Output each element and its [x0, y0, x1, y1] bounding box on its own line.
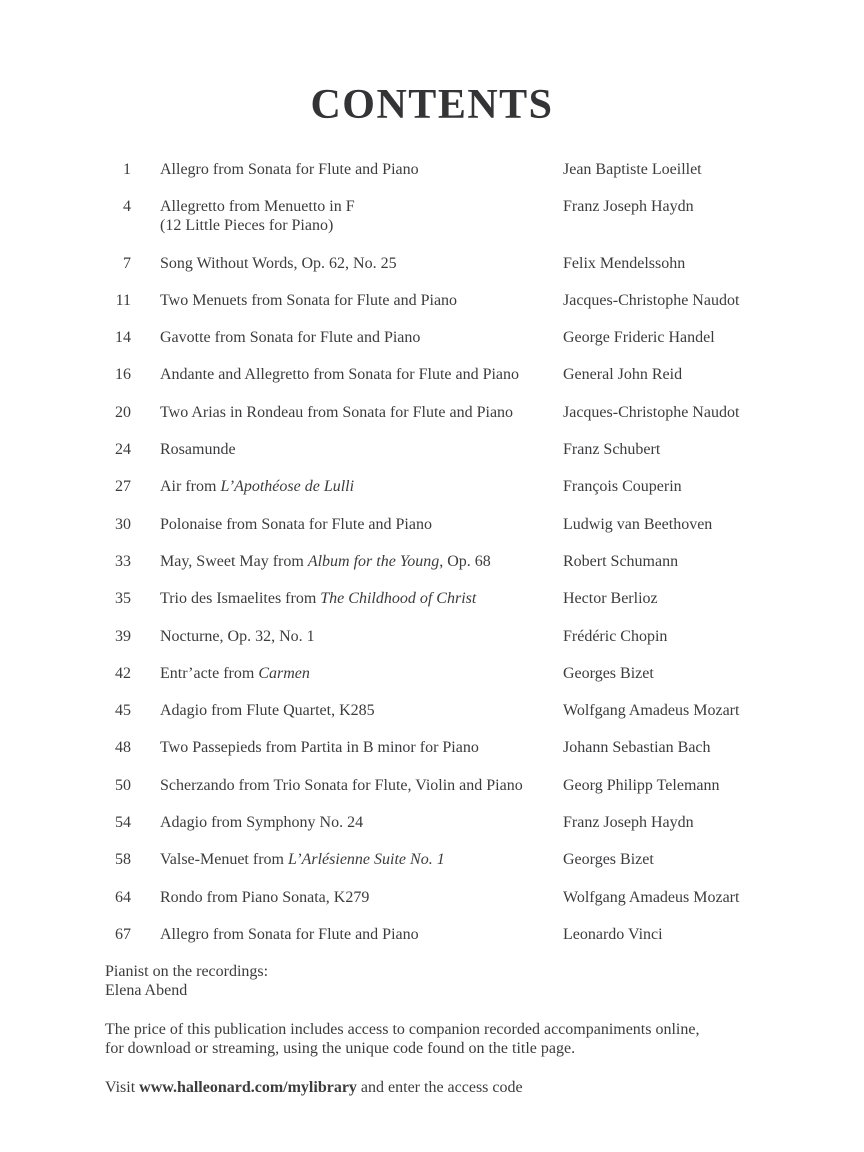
visit-suffix: and enter the access code: [356, 1079, 523, 1097]
toc-entry: [0, 589, 864, 608]
toc-page-number: 20: [115, 403, 131, 421]
toc-composer: Ludwig van Beethoven: [563, 515, 713, 533]
toc-page-number: 4: [123, 198, 131, 216]
toc-composer: Leonardo Vinci: [563, 925, 663, 943]
toc-title: Rosamunde: [160, 441, 236, 459]
toc-page-number: 48: [115, 739, 131, 757]
toc-composer: Robert Schumann: [563, 552, 679, 570]
toc-title: May, Sweet May from Album for the Young, Op. 68: [160, 552, 491, 570]
toc-composer: George Frideric Handel: [563, 329, 715, 347]
toc-entry: [0, 403, 864, 422]
toc-page-number: 45: [115, 702, 131, 720]
toc-page-number: 67: [115, 925, 131, 943]
toc-title: Air from L’Apothéose de Lulli: [160, 478, 355, 496]
access-note: [105, 1020, 864, 1058]
visit-prefix: Visit: [105, 1079, 140, 1097]
toc-title: Allegro from Sonata for Flute and Piano: [160, 161, 419, 178]
toc-title: Andante and Allegretto from Sonata for Flute and Piano: [160, 366, 520, 384]
page-footer: [105, 962, 864, 1097]
toc-entry: [0, 328, 864, 347]
toc-title: Two Arias in Rondeau from Sonata for Flute and Piano: [160, 403, 514, 421]
visit-note: [105, 1078, 864, 1097]
toc-page-number: 7: [123, 254, 131, 272]
toc-title: Nocturne, Op. 32, No. 1: [160, 627, 315, 645]
toc-page-number: 16: [115, 366, 131, 384]
toc-entry: [0, 197, 864, 235]
toc-page-number: 54: [115, 814, 131, 832]
toc-title: Trio des Ismaelites from The Childhood of Christ: [160, 590, 477, 608]
toc-entry: [0, 776, 864, 795]
toc-title: Adagio from Symphony No. 24: [160, 814, 364, 832]
pianist-label: Pianist on the recordings:: [105, 963, 269, 981]
toc-composer: Wolfgang Amadeus Mozart: [563, 702, 740, 720]
toc-title: Song Without Words, Op. 62, No. 25: [160, 254, 397, 272]
toc-entry: [0, 365, 864, 384]
toc-page-number: 39: [115, 627, 131, 645]
toc-title: Gavotte from Sonata for Flute and Piano: [160, 329, 421, 347]
toc-entry: [0, 664, 864, 683]
toc-composer: Georg Philipp Telemann: [563, 776, 720, 794]
toc-title: Valse-Menuet from L’Arlésienne Suite No. 1: [160, 851, 445, 869]
toc-entry: [0, 160, 864, 179]
toc-composer: François Couperin: [563, 478, 682, 496]
toc-title: Two Menuets from Sonata for Flute and Piano: [160, 291, 458, 309]
toc-entry: [0, 850, 864, 869]
toc-entry: [0, 813, 864, 832]
toc-page-number: 58: [115, 851, 131, 869]
toc-page-number: 30: [115, 515, 131, 533]
toc-page-number: 42: [115, 664, 131, 682]
toc-entry: [0, 440, 864, 459]
toc-list: [0, 160, 864, 944]
toc-composer: Felix Mendelssohn: [563, 254, 686, 272]
toc-page-number: 35: [115, 590, 131, 608]
toc-composer: Wolfgang Amadeus Mozart: [563, 888, 740, 906]
toc-composer: Franz Joseph Haydn: [563, 198, 694, 216]
toc-title: Entr’acte from Carmen: [160, 664, 310, 682]
toc-composer: Jacques-Christophe Naudot: [563, 403, 740, 421]
toc-entry: [0, 291, 864, 310]
toc-entry: [0, 254, 864, 273]
toc-entry: [0, 925, 864, 944]
access-note-line1: The price of this publication includes access to companion recorded accompaniments online,: [105, 1021, 700, 1039]
toc-entry: [0, 701, 864, 720]
toc-title: Allegro from Sonata for Flute and Piano: [160, 925, 419, 943]
toc-composer: Johann Sebastian Bach: [563, 739, 711, 757]
toc-entry: [0, 552, 864, 571]
toc-entry: [0, 888, 864, 907]
toc-title: Rondo from Piano Sonata, K279: [160, 888, 370, 906]
toc-page-number: 1: [123, 161, 131, 178]
toc-entry: [0, 627, 864, 646]
toc-composer: General John Reid: [563, 366, 683, 384]
toc-composer: Georges Bizet: [563, 851, 654, 869]
toc-title: Two Passepieds from Partita in B minor for Piano: [160, 739, 479, 757]
toc-title: Scherzando from Trio Sonata for Flute, Violin and Piano: [160, 776, 523, 794]
toc-entry: [0, 477, 864, 496]
pianist-note: [105, 962, 864, 1000]
toc-title: Allegretto from Menuetto in F (12 Little Pieces for Piano): [160, 198, 355, 235]
toc-composer: Jean Baptiste Loeillet: [563, 161, 702, 178]
toc-page-number: 11: [115, 291, 131, 309]
toc-page-number: 24: [115, 441, 131, 459]
toc-page-number: 50: [115, 776, 131, 794]
toc-composer: Franz Joseph Haydn: [563, 814, 694, 832]
toc-composer: Franz Schubert: [563, 441, 661, 459]
access-note-line2: for download or streaming, using the unique code found on the title page.: [105, 1040, 576, 1058]
toc-title: Adagio from Flute Quartet, K285: [160, 702, 375, 720]
library-url: www.halleonard.com/mylibrary: [139, 1079, 357, 1097]
toc-entry: [0, 738, 864, 757]
toc-page-number: 64: [115, 888, 131, 906]
toc-entry: [0, 515, 864, 534]
page-title: CONTENTS: [310, 82, 554, 128]
toc-composer: Jacques-Christophe Naudot: [563, 291, 740, 309]
toc-page-number: 14: [115, 329, 131, 347]
toc-title: Polonaise from Sonata for Flute and Piano: [160, 515, 432, 533]
toc-composer: Hector Berlioz: [563, 590, 658, 608]
toc-page-number: 27: [115, 478, 131, 496]
toc-page-number: 33: [115, 552, 131, 570]
toc-composer: Frédéric Chopin: [563, 627, 668, 645]
toc-composer: Georges Bizet: [563, 664, 654, 682]
pianist-name: Elena Abend: [105, 982, 188, 1000]
